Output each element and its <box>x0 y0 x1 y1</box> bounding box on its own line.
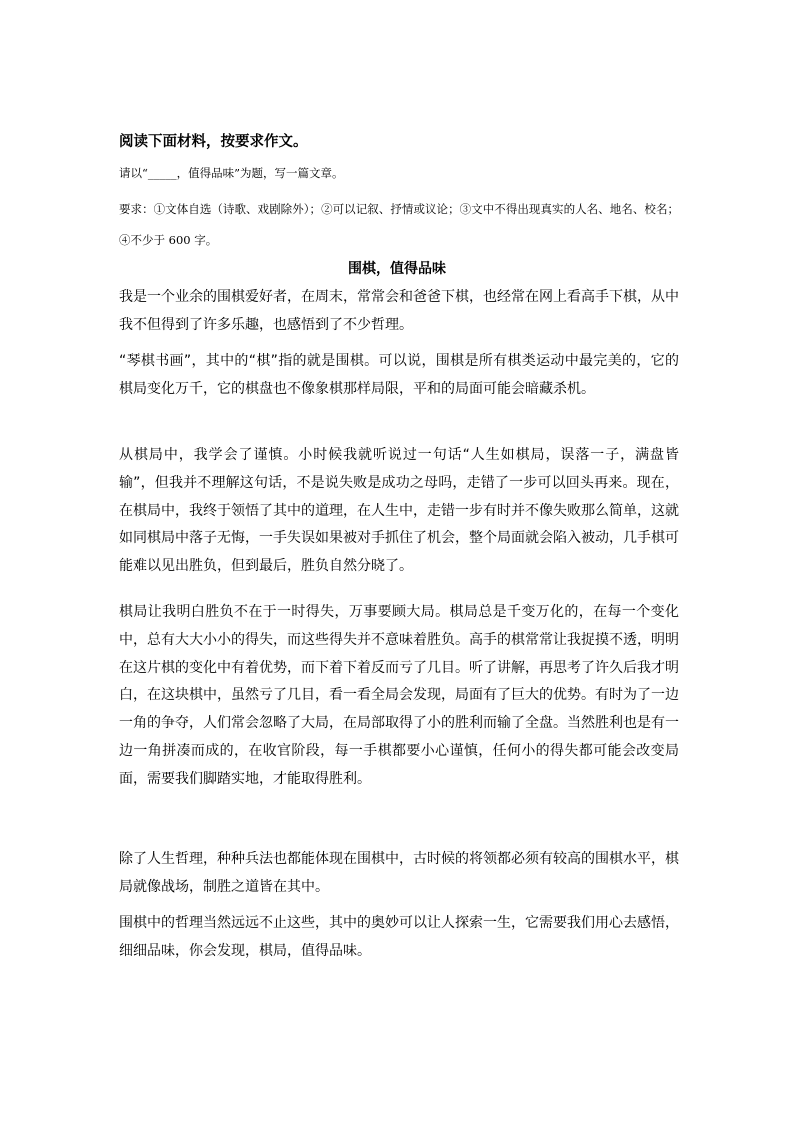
paragraph-text: “琴棋书画”，其中的“棋”指的就是围棋。可以说，围棋是所有棋类运动中最完美的，它的棋局变化万千，它的棋盘也不像象棋那样局限，平和的局面可能会暗藏杀机。 <box>119 353 679 397</box>
task-heading: 阅读下面材料，按要求作文。 <box>119 134 308 150</box>
paragraph-text: 棋局让我明白胜负不在于一时得失，万事要顾大局。棋局总是千变万化的，在每一个变化中，总有大大小小的得失，而这些得失并不意味着胜负。高手的棋常常让我捉摸不透，明明在这片棋的变化中有着优势，而下着下着反而亏了几目。听了讲解，再思考了许久后我才明白，在这块棋中，虽然亏了几目，看一看全局会发现，局面有了巨大的优势。有时为了一边一角的争夺，人们常会忽略了大局，在局部取得了小的胜利而输了全盘。当然胜利也是有一边一角拼凑而成的，在收官阶段，每一手棋都要小心谨慎，任何小的得失都可能会改变局面，需要我们脚踏实地，才能取得胜利。 <box>119 604 679 787</box>
requirements-text: 要求：①文体自选（诗歌、戏剧除外）；②可以记叙、抒情或议论；③文中不得出现真实的人名、地名、校名；④不少于 600 字。 <box>119 202 679 247</box>
essay-requirements <box>119 194 679 256</box>
essay-title: 围棋，值得品味 <box>348 261 446 277</box>
essay-paragraph-6 <box>119 910 679 966</box>
paragraph-text: 围棋中的哲理当然远远不止这些，其中的奥妙可以让人探索一生，它需要我们用心去感悟，细细品味，你会发现，棋局，值得品味。 <box>119 915 679 959</box>
essay-paragraph-2 <box>119 348 679 404</box>
paragraph-text: 从棋局中，我学会了谨慎。小时候我就听说过一句话“人生如棋局，误落一子，满盘皆输”，但我并不理解这句话，不是说失败是成功之母吗，走错了一步可以回头再来。现在，在棋局中，我终于领悟了其中的道理，在人生中，走错一步有时并不像失败那么简单，这就如同棋局中落子无悔，一手失误如果被对手抓住了机会，整个局面就会陷入被动，几手棋可能难以见出胜负，但到最后，胜负自然分晓了。 <box>119 447 679 575</box>
paragraph-text: 除了人生哲理，种种兵法也都能体现在围棋中，古时候的将领都必须有较高的围棋水平，棋局就像战场，制胜之道皆在其中。 <box>119 851 679 895</box>
essay-paragraph-4 <box>119 599 679 794</box>
essay-paragraph-3 <box>119 442 679 581</box>
essay-prompt: 请以“_____，值得品味”为题，写一篇文章。 <box>119 166 344 180</box>
paragraph-text: 我是一个业余的围棋爱好者，在周末，常常会和爸爸下棋，也经常在网上看高手下棋，从中我不但得到了许多乐趣，也感悟到了不少哲理。 <box>119 289 679 333</box>
essay-paragraph-5 <box>119 846 679 902</box>
essay-paragraph-1 <box>119 284 679 340</box>
